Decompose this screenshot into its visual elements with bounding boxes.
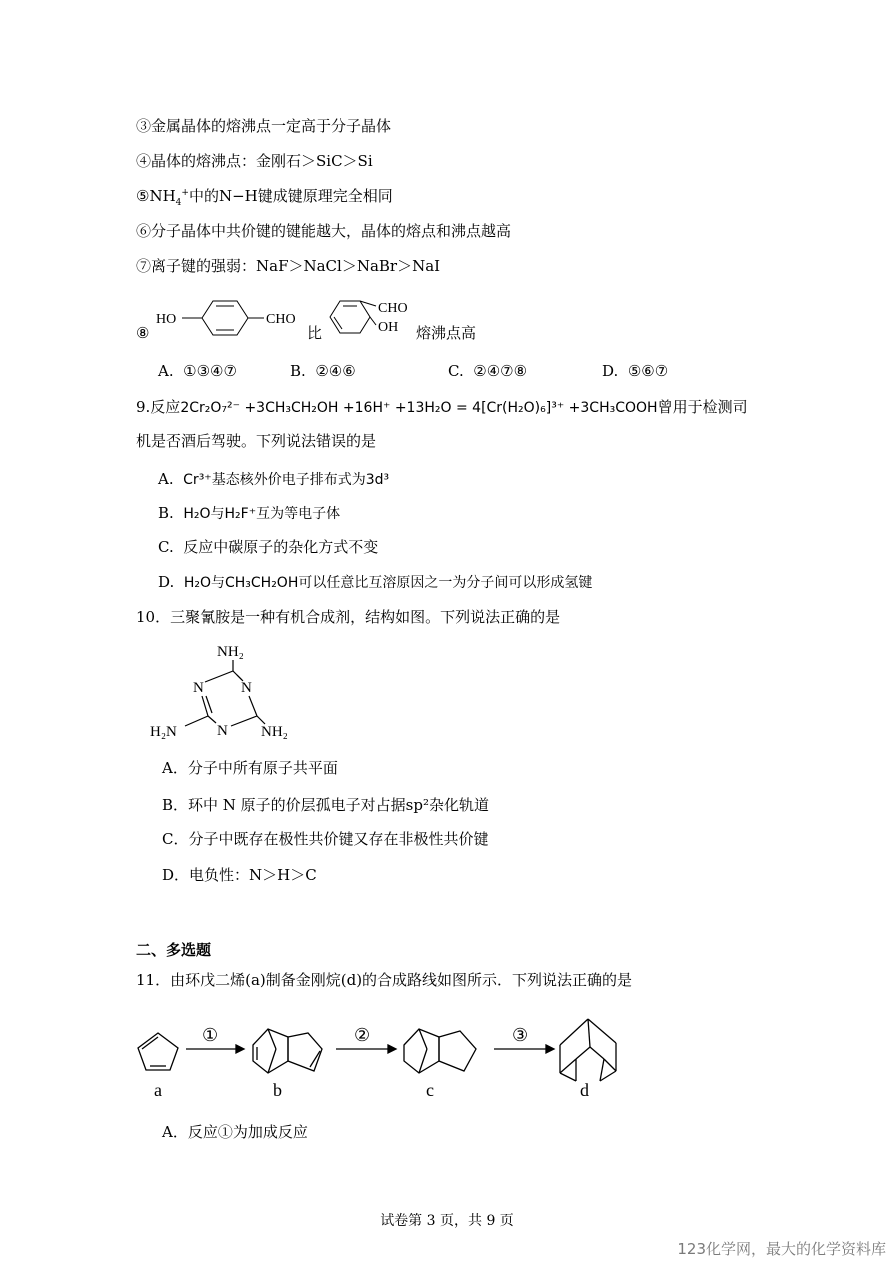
q10-stem: 10．三聚氰胺是一种有机合成剂，结构如图。下列说法正确的是 <box>136 608 561 626</box>
q8-item5: $⑤NH_4^+$中的N−H键成键原理完全相同 <box>136 187 393 208</box>
melamine-nh2-right: NH₂ <box>261 724 288 740</box>
mol-a-ho: HO <box>156 312 177 327</box>
compound-a-label: a <box>154 1080 162 1100</box>
salicylaldehyde-structure <box>322 293 417 348</box>
q9-option-b: B. H₂O与H₂F⁺互为等电子体 <box>158 504 341 522</box>
q8-option-a: A. ①③④⑦ <box>158 362 237 380</box>
q8-item5-suffix: 中的N−H键成键原理完全相同 <box>188 187 393 205</box>
page-footer: 试卷第 3 页，共 9 页 <box>380 1213 514 1229</box>
cyclopentadiene-ring <box>138 1033 178 1070</box>
q8-option-c: C. ②④⑦⑧ <box>448 362 528 380</box>
mol-b-cho: CHO <box>378 301 408 316</box>
p-hydroxybenzaldehyde-structure <box>150 292 323 347</box>
q10-option-d: D．电负性：N＞H＞C <box>162 866 317 884</box>
q9-stem-line2: 机是否酒后驾驶。下列说法错误的是 <box>136 432 377 450</box>
q8-option-d: D. ⑤⑥⑦ <box>602 362 669 380</box>
step-2-label: ② <box>354 1025 371 1045</box>
q10-option-a: A．分子中所有原子共平面 <box>162 759 338 777</box>
q9-option-d: D. H₂O与CH₃CH₂OH可以任意比互溶原因之一为分子间可以形成氢键 <box>158 573 593 591</box>
q8-item4: ④晶体的熔沸点：金刚石＞SiC＞Si <box>136 152 373 170</box>
melamine-n-right: N <box>241 680 252 696</box>
q10-option-c: C．分子中既存在极性共价键又存在非极性共价键 <box>162 830 489 848</box>
q8-option-b: B. ②④⑥ <box>290 362 356 380</box>
melamine-structure <box>145 638 305 748</box>
synthesis-route-diagram <box>128 1015 638 1105</box>
q9-equation: 2Cr₂O₇²⁻ +3CH₃CH₂OH +16H⁺ +13H₂O = 4[Cr(H₂O)₆]³⁺ +3CH₃COOH <box>180 400 658 416</box>
q9-prefix: 9.反应 <box>136 398 181 416</box>
q8-item7: ⑦离子键的强弱：NaF＞NaCl＞NaBr＞NaI <box>136 257 441 275</box>
q9-stem-line1 <box>136 397 748 418</box>
watermark: 123化学网，最大的化学资料库 <box>677 1240 886 1258</box>
q8-item6: ⑥分子晶体中共价键的键能越大，晶体的熔点和沸点越高 <box>136 222 512 240</box>
compound-d-label: d <box>580 1080 589 1100</box>
compound-b-label: b <box>273 1080 282 1100</box>
q8-item8-prefix: ⑧ <box>136 324 150 342</box>
q8-item8-suffix: 熔沸点高 <box>416 324 477 342</box>
q8-item5-prefix: ⑤NH <box>136 187 176 205</box>
q9-option-c: C. 反应中碳原子的杂化方式不变 <box>158 538 379 556</box>
compound-c-label: c <box>426 1080 434 1100</box>
melamine-nh2-left: H₂N <box>150 724 177 740</box>
melamine-nh2-top: NH₂ <box>217 644 244 660</box>
mol-b-oh: OH <box>378 320 399 335</box>
mol-a-cho: CHO <box>266 312 296 327</box>
q9-option-a: A. Cr³⁺基态核外价电子排布式为3d³ <box>158 470 390 488</box>
q8-item8-mid: 比 <box>307 324 323 342</box>
melamine-n-left: N <box>193 680 204 696</box>
section-title: 二、多选题 <box>136 941 212 959</box>
q11-option-a: A．反应①为加成反应 <box>162 1123 308 1141</box>
melamine-n-bottom: N <box>217 723 228 739</box>
q8-item3: ③金属晶体的熔沸点一定高于分子晶体 <box>136 117 392 135</box>
adamantane-structure <box>560 1019 616 1081</box>
q10-option-b: B．环中 N 原子的价层孤电子对占据sp²杂化轨道 <box>162 796 489 814</box>
step-3-label: ③ <box>512 1025 529 1045</box>
step-1-label: ① <box>202 1025 219 1045</box>
q11-stem: 11．由环戊二烯(a)制备金刚烷(d)的合成路线如图所示．下列说法正确的是 <box>136 971 633 989</box>
q9-suffix: 曾用于检测司 <box>657 398 748 416</box>
